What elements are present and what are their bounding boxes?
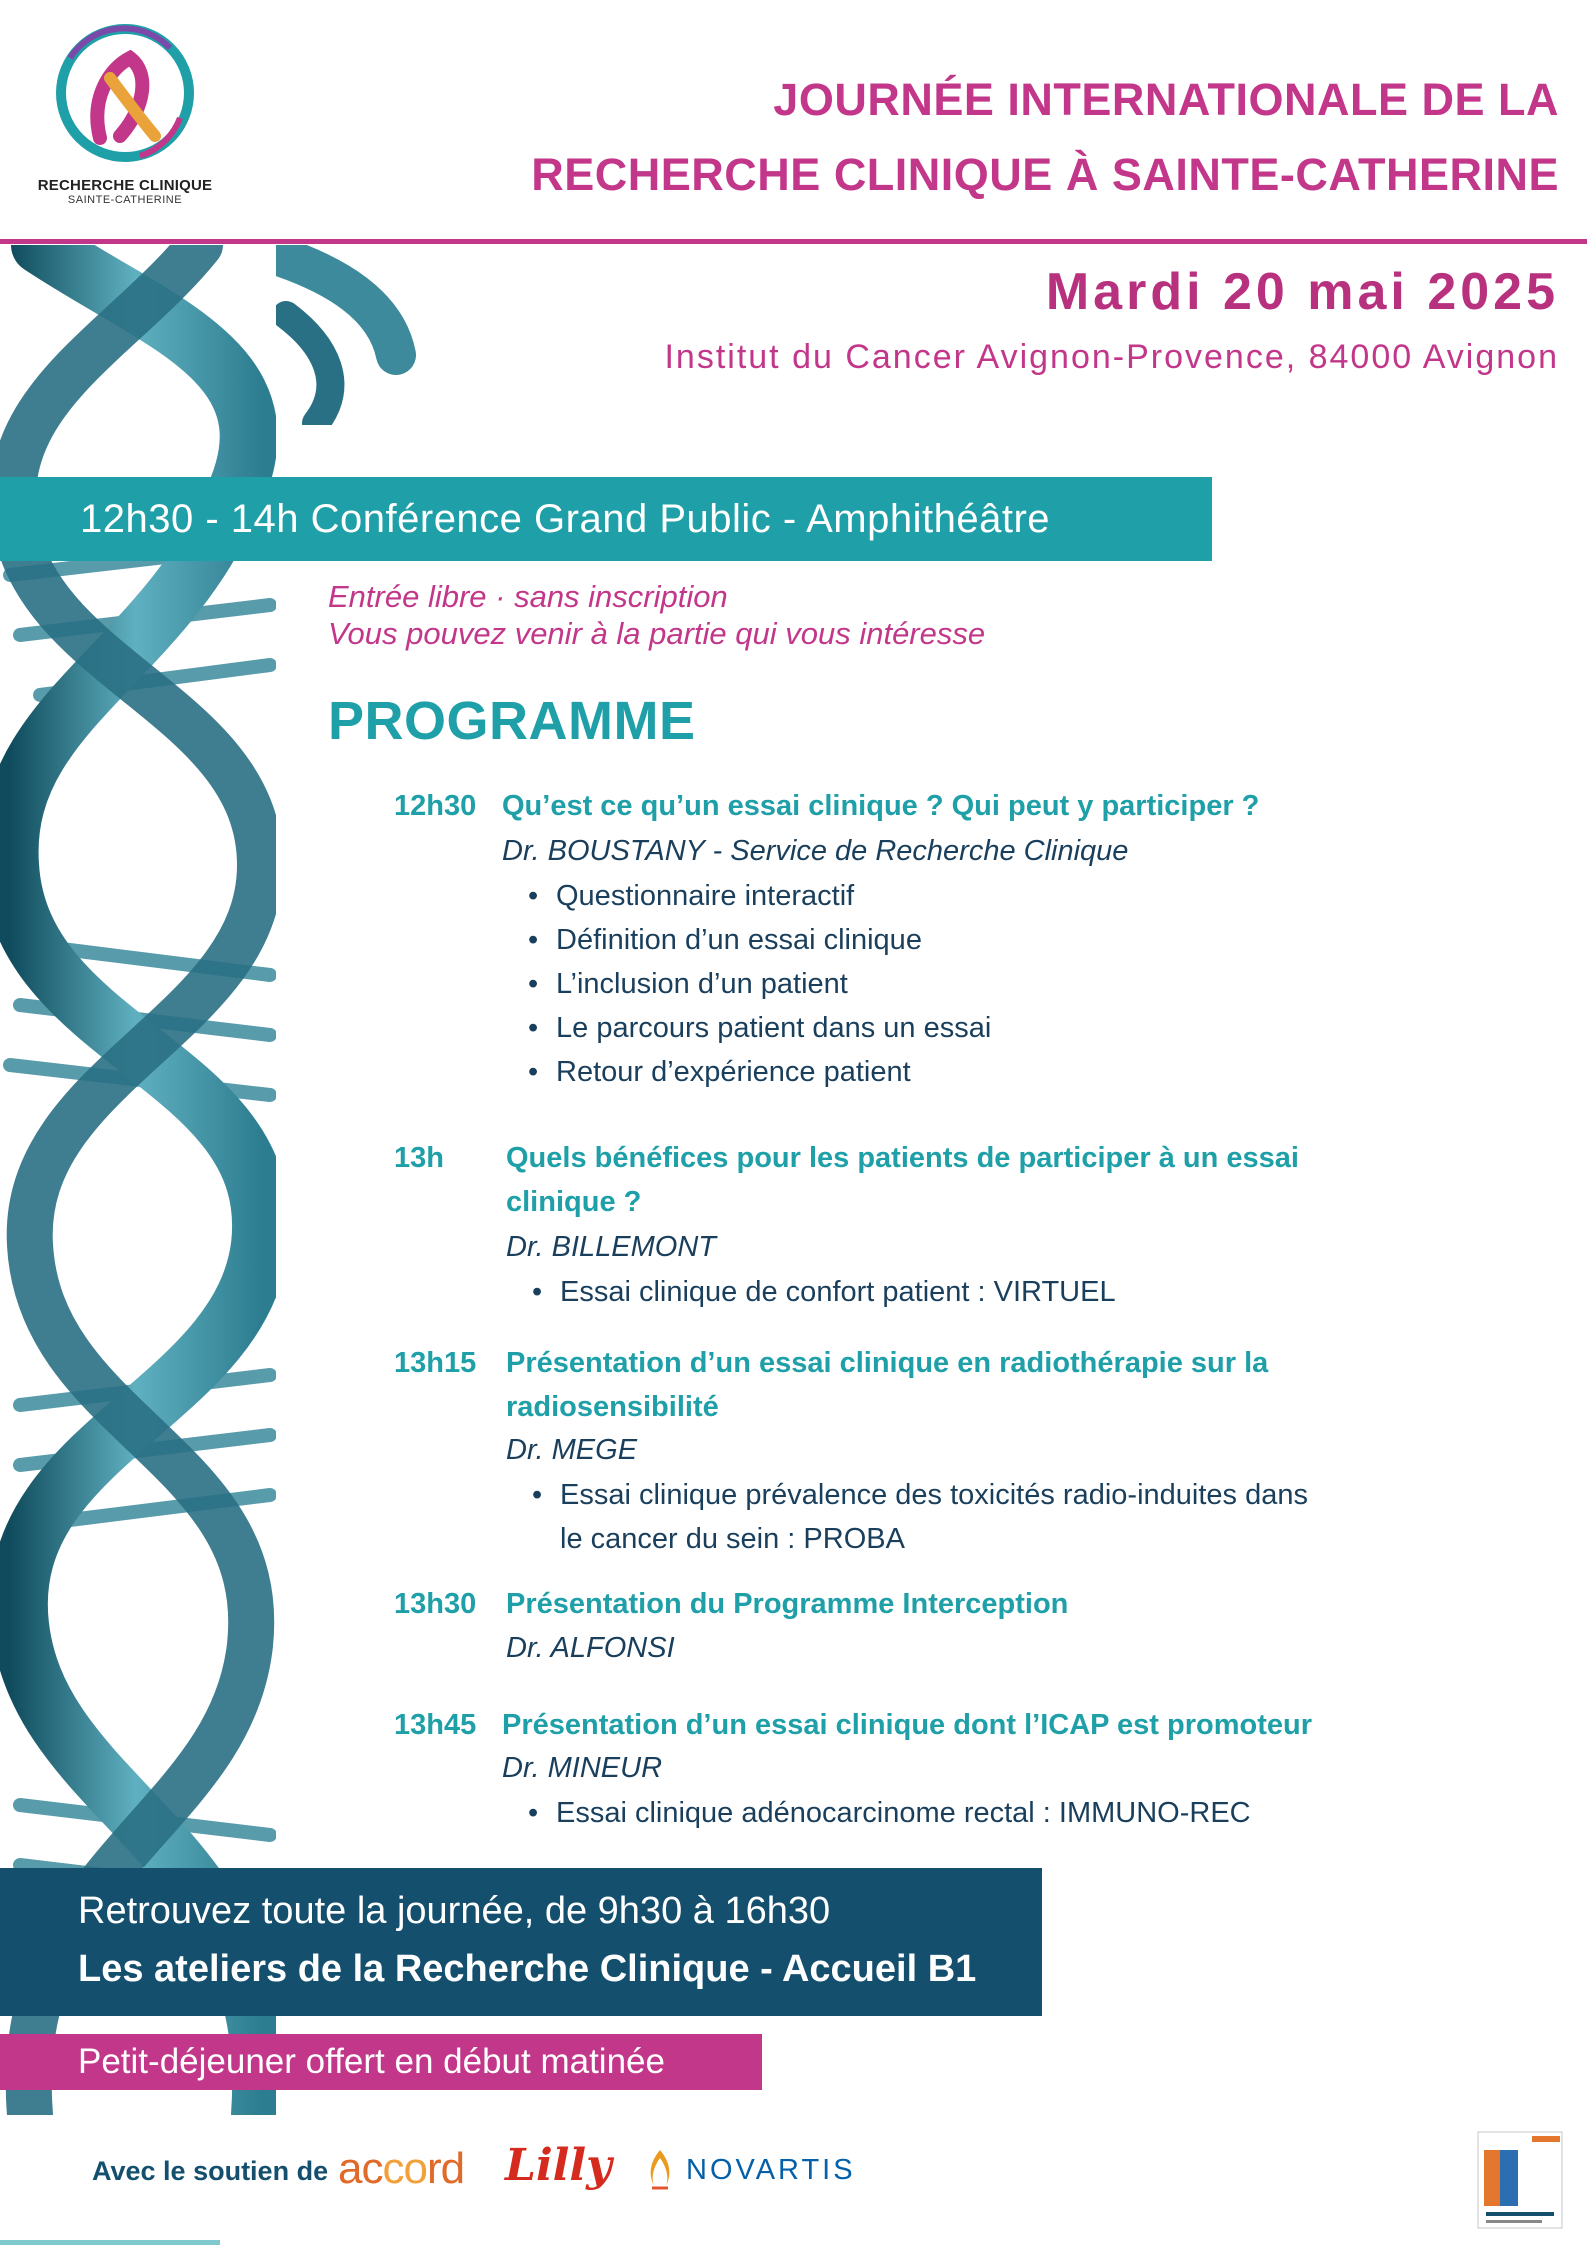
list-item: • Définition d’un essai clinique <box>522 918 991 962</box>
item-bullet-list <box>522 874 991 1094</box>
accord-logo-part: rd <box>426 2144 465 2193</box>
novartis-flame-icon <box>640 2146 680 2190</box>
programme-title: PROGRAMME <box>328 691 696 751</box>
event-date: Mardi 20 mai 2025 <box>1045 263 1559 321</box>
event-venue: Institut du Cancer Avignon-Provence, 84000 Avignon <box>664 338 1559 376</box>
item-title-line: Quels bénéfices pour les patients de participer à un essai <box>506 1142 1299 1174</box>
novartis-wordmark: NOVARTIS <box>686 2154 856 2186</box>
item-speaker: Dr. ALFONSI <box>506 1632 675 1664</box>
all-day-banner <box>0 1868 1042 2016</box>
item-speaker: Dr. BOUSTANY - Service de Recherche Clinique <box>502 835 1129 867</box>
ribbon-logo-icon <box>30 18 220 168</box>
all-day-schedule: Retrouvez toute la journée, de 9h30 à 16h30 <box>78 1890 831 1932</box>
dna-helix-top-image <box>276 245 416 425</box>
item-bullet-list <box>522 1791 1251 1835</box>
accord-logo-part: co <box>382 2144 427 2193</box>
list-item: • Retour d’expérience patient <box>522 1050 991 1094</box>
item-speaker: Dr. MEGE <box>506 1434 638 1466</box>
lilly-logo: Lilly <box>505 2140 612 2191</box>
accord-logo-part: ac <box>338 2144 383 2193</box>
accord-logo <box>338 2144 464 2194</box>
conference-banner-text: 12h30 - 14h Conférence Grand Public - Amphithéâtre <box>80 497 1051 541</box>
item-time: 13h <box>394 1142 444 1174</box>
item-bullet-list <box>526 1270 1116 1314</box>
page-title <box>531 62 1559 212</box>
item-title-line: Qu’est ce qu’un essai clinique ? Qui peut y participer ? <box>502 790 1260 822</box>
breakfast-text: Petit-déjeuner offert en début matinée <box>78 2042 665 2081</box>
item-time: 13h30 <box>394 1588 477 1620</box>
recherche-clinique-logo <box>30 18 220 218</box>
item-title <box>502 1703 1312 1747</box>
item-title <box>506 1136 1299 1224</box>
item-time: 12h30 <box>394 790 477 822</box>
item-title-line: clinique ? <box>506 1186 642 1218</box>
item-time: 13h45 <box>394 1709 477 1741</box>
list-item: • Le parcours patient dans un essai <box>522 1006 991 1050</box>
logo-subtitle: SAINTE-CATHERINE <box>67 194 183 206</box>
list-item: • Questionnaire interactif <box>522 874 991 918</box>
item-title <box>506 1582 1068 1626</box>
list-item-continuation: le cancer du sein : PROBA <box>560 1523 905 1555</box>
list-item: • L’inclusion d’un patient <box>522 962 991 1006</box>
item-bullet-list <box>526 1473 1308 1561</box>
conference-banner <box>0 477 1212 561</box>
item-speaker: Dr. MINEUR <box>502 1752 663 1784</box>
page-title-line-1: JOURNÉE INTERNATIONALE DE LA <box>773 74 1559 125</box>
header-divider <box>0 239 1587 244</box>
item-title-line: radiosensibilité <box>506 1391 719 1423</box>
logo-title: RECHERCHE CLINIQUE <box>37 177 213 194</box>
bottom-accent <box>0 2240 220 2245</box>
item-title-line: Présentation d’un essai clinique dont l’ICAP est promoteur <box>502 1709 1312 1741</box>
entry-info <box>328 578 985 652</box>
support-label: Avec le soutien de <box>92 2156 329 2186</box>
item-title-line: Présentation d’un essai clinique en radiothérapie sur la <box>506 1347 1269 1379</box>
list-item: • Essai clinique adénocarcinome rectal : IMMUNO-REC <box>522 1791 1251 1835</box>
breakfast-banner <box>0 2034 762 2090</box>
institut-du-cancer-logo <box>1472 2128 1568 2238</box>
entry-info-line-2: Vous pouvez venir à la partie qui vous intéresse <box>328 616 986 651</box>
item-time: 13h15 <box>394 1347 477 1379</box>
entry-info-line-1: Entrée libre · sans inscription <box>328 579 728 614</box>
list-item: • Essai clinique de confort patient : VIRTUEL <box>526 1270 1116 1314</box>
item-title-line: Présentation du Programme Interception <box>506 1588 1069 1620</box>
list-item: • Essai clinique prévalence des toxicités radio-induites dans <box>526 1473 1308 1517</box>
item-title <box>506 1341 1268 1429</box>
page-title-line-2: RECHERCHE CLINIQUE À SAINTE-CATHERINE <box>531 149 1559 200</box>
item-speaker: Dr. BILLEMONT <box>506 1231 717 1263</box>
item-title <box>502 784 1259 828</box>
workshops-location: Les ateliers de la Recherche Clinique - Accueil B1 <box>78 1948 977 1990</box>
